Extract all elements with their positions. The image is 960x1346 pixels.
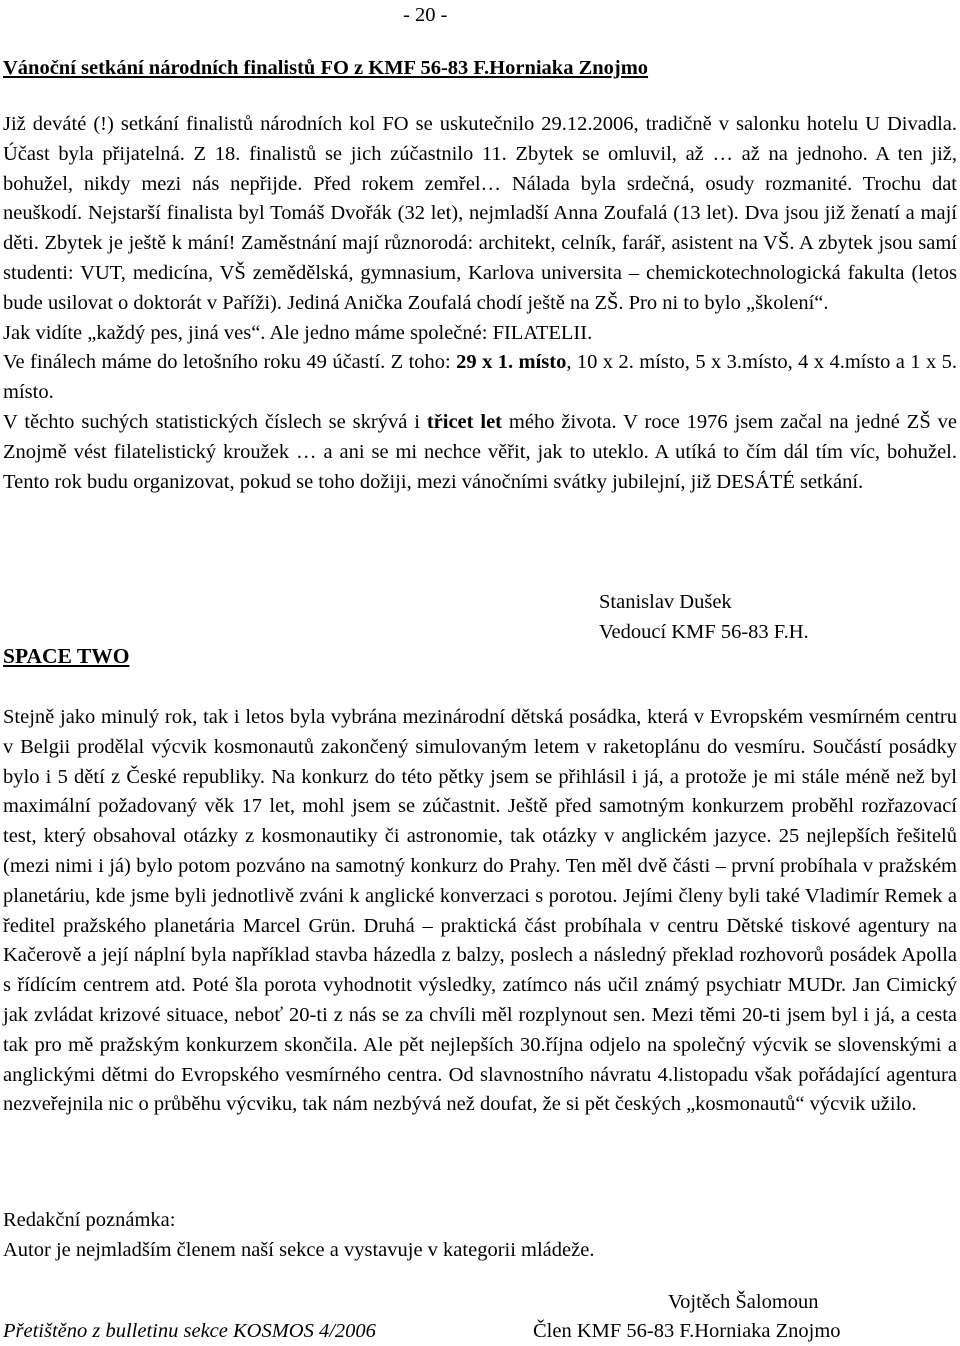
- bold-text: třicet let: [426, 410, 503, 433]
- paragraph-text: Již deváté (!) setkání finalistů národních kol FO se uskutečnilo 29.12.2006, tradičně v salonku hotelu U Divadla. Účast byla přijatelná. Z 18. finalistů se jich zúčastnilo 11. Zbytek se omluvil, až … až na jednoho. A ten již, bohužel, nikdy mezi nás nepřijde. Před rokem zemřel… Nálada byla srdečná, osudy rozmanité. Trochu dat neuškodí. Nejstarší finalista byl Tomáš Dvořák (32 let), nejmladší Anna Zoufalá (13 let). Dva jsou již ženatí a mají děti. Zbytek je ještě k mání! Zaměstnání mají různorodá: architekt, celník, farář, asistent na VŠ. A zbytek jsou samí studenti: VUT, medicína, VŠ zemědělská, gymnasium, Karlova universita – chemickotechnologická fakulta (letos bude usilovat o doktorát v Paříži). Jediná Anička Zoufalá chodí ještě na ZŠ. Pro ni to bylo „školení“.: [3, 113, 957, 314]
- signature-name: Vojtěch Šalomoun: [668, 1291, 819, 1313]
- article-title: Vánoční setkání národních finalistů FO z KMF 56-83 F.Horniaka Znojmo: [3, 57, 649, 79]
- editor-note: [3, 1205, 594, 1265]
- paragraph-text: , 10 x 2. místo, 5 x 3.místo, 4 x 4.místo a 1 x 5. místo.: [3, 351, 957, 404]
- signature-block: [599, 587, 809, 647]
- note-label: Redakční poznámka:: [3, 1209, 176, 1231]
- reprint-note: Přetištěno z bulletinu sekce KOSMOS 4/2006: [3, 1320, 376, 1342]
- note-text: Autor je nejmladším členem naší sekce a vystavuje v kategorii mládeže.: [3, 1239, 595, 1261]
- paragraph: [3, 348, 957, 408]
- paragraph-text: Ve finálech máme do letošního roku 49 účastí. Z toho:: [3, 351, 457, 374]
- paragraph-text: Jak vidíte „každý pes, jiná ves“. Ale jedno máme společné: FILATELII.: [3, 321, 593, 344]
- signature-role: Vedoucí KMF 56-83 F.H.: [599, 621, 809, 643]
- paragraph: [3, 408, 957, 497]
- signature-name: Stanislav Dušek: [599, 591, 732, 613]
- section-title: SPACE TWO: [3, 644, 130, 668]
- paragraph: [3, 110, 957, 319]
- paragraph-text: mého života. V roce 1976 jsem začal na jedné ZŠ ve Znojmě vést filatelistický kroužek … a ani se mi nechce věřit, jak to uteklo. A utíká to čím dál tím víc, bohužel. Tento rok budu organizovat, pokud se toho dožiji, mezi vánočními svátky jubilejní, již DESÁTÉ setkání.: [3, 410, 957, 493]
- paragraph: Stejně jako minulý rok, tak i letos byla vybrána mezinárodní dětská posádka, která v Evropském vesmírném centru v Belgii prodělal výcvik kosmonautů zakončený simulovaným letem v raketoplánu do vesmíru. Součástí posádky bylo i 5 dětí z České republiky. Na konkurz do této pětky jsem se přihlásil i já, a protože je mi stále méně než byl maximální požadovaný věk 17 let, mohl jsem se zúčastnit. Ještě před samotným konkurzem proběhl rozřazovací test, který obsahoval otázky z kosmonautiky či astronomie, tak otázky v anglickém jazyce. 25 nejlepších řešitelů (mezi nimi i já) bylo potom pozváno na samotný konkurz do Prahy. Ten měl dvě části – první probíhala v pražském planetáriu, kde jsme byli jednotlivě zváni k anglické konverzaci s porotou. Jejími členy byli také Vladimír Remek a ředitel pražského planetária Marcel Grün. Druhá – praktická část probíhala v centru Dětské tiskové agentury na Kačerově a její náplní byla například stavba házedla z balzy, poslech a následný překlad rozhovorů posádek Apolla s řídícím centrem atd. Poté šla porota vyhodnotit výsledky, zatímco nás učil známý psychiatr MUDr. Jan Cimický jak zvládat krizové situace, neboť 20-ti z nás se za chvíli měl rozplynout sen. Mezi těmi 20-ti jsem byl i já, a cesta tak pro mě pražským konkurzem skončila. Ale pět nejlepších 30.října odjelo na společný výcvik se slovenskými a anglickými dětmi do Evropského vesmírného centra. Od slavnostního návratu 4.listopadu však pořádající agentura nezveřejnila nic o průběhu výcviku, tak nám nezbývá než doufat, že si pět českých „kosmonautů“ výcvik užilo.: [3, 706, 957, 1116]
- signature-role: Člen KMF 56-83 F.Horniaka Znojmo: [533, 1320, 841, 1342]
- page-number: - 20 -: [403, 4, 448, 26]
- article-body: [3, 110, 957, 497]
- paragraph: [3, 319, 957, 349]
- article-body: [3, 703, 957, 1120]
- paragraph-text: V těchto suchých statistických číslech se skrývá i: [3, 410, 427, 433]
- bold-text: 29 x 1. místo: [456, 351, 567, 374]
